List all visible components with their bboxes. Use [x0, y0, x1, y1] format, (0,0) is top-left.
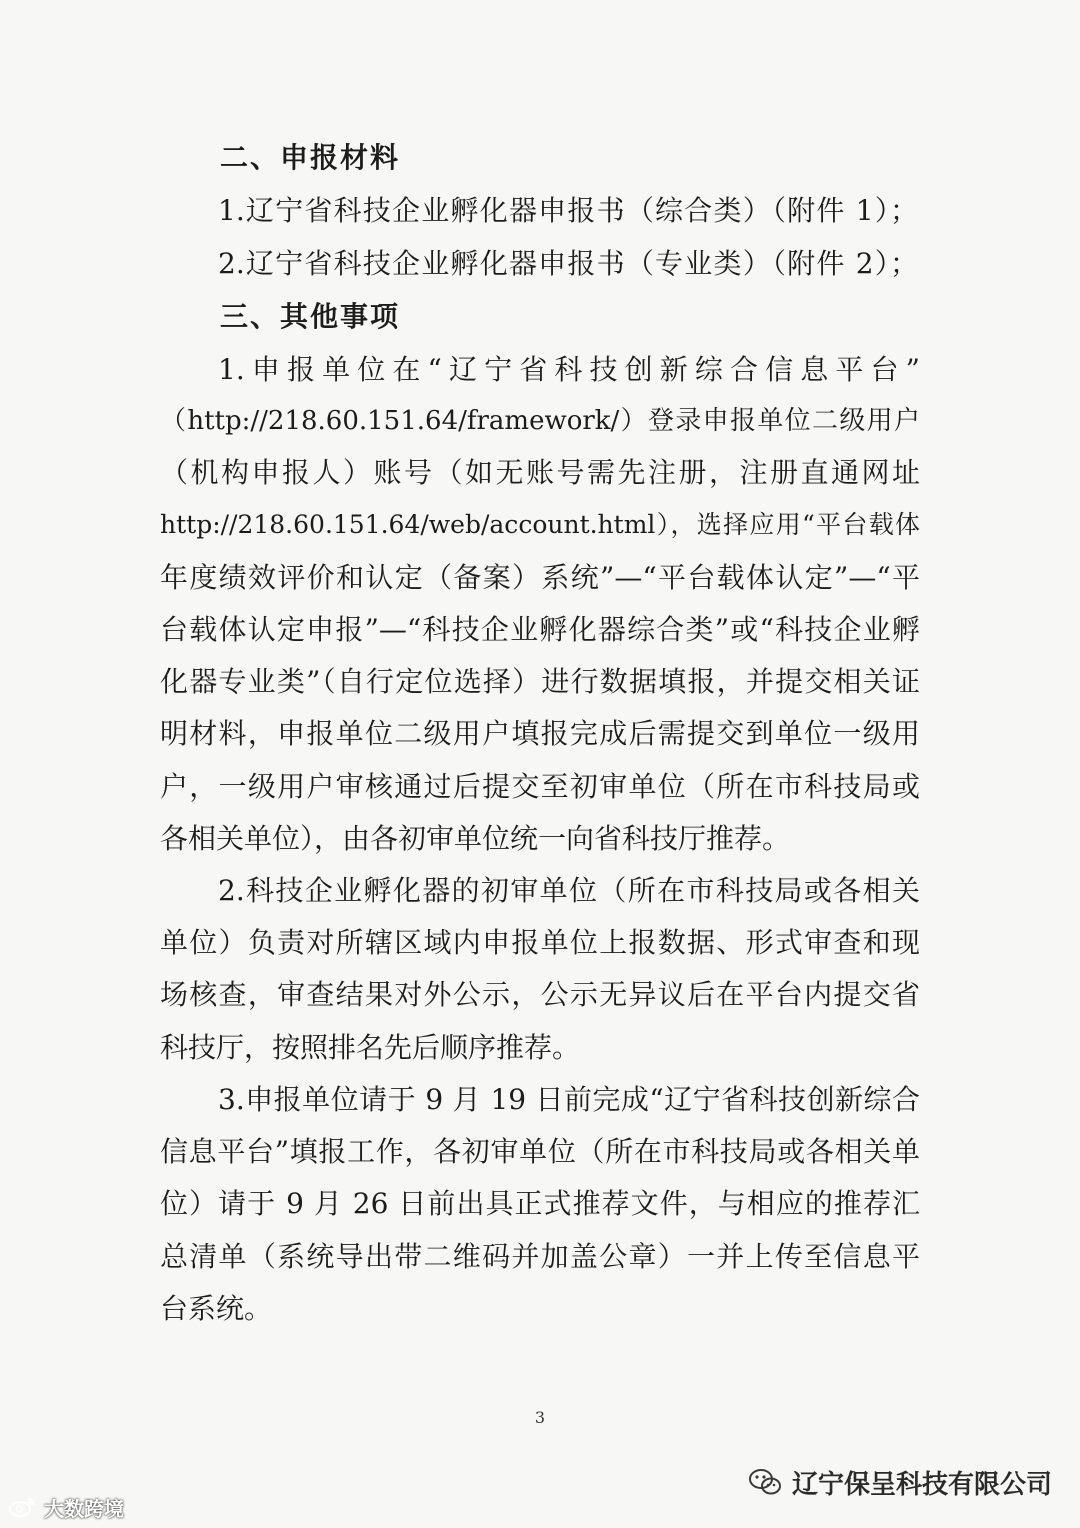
wechat-icon	[748, 1467, 782, 1497]
paragraph-line: 3.申报单位请于 9 月 19 日前完成“辽宁省科技创新综合	[218, 1083, 920, 1116]
section-heading: 二、申报材料	[220, 141, 401, 174]
paragraph-line: http://218.60.151.64/web/account.html），选择应用“平台载体	[160, 510, 920, 539]
paragraph-line: 化器专业类”（自行定位选择）进行数据填报，并提交相关证	[160, 665, 920, 698]
paragraph-line: 明材料，申报单位二级用户填报完成后需提交到单位一级用	[160, 717, 920, 750]
paragraph-line: （http://218.60.151.64/framework/）登录申报单位二级用户	[160, 406, 920, 436]
material-item: 1.辽宁省科技企业孵化器申报书（综合类）（附件 1）；	[218, 194, 918, 227]
paragraph-line: 总清单（系统导出带二维码并加盖公章）一并上传至信息平	[160, 1240, 920, 1273]
paragraph-line: （机构申报人）账号（如无账号需先注册，注册直通网址	[160, 456, 920, 489]
paragraph-line: 户，一级用户审核通过后提交至初审单位（所在市科技局或	[160, 770, 920, 803]
platform-watermark	[8, 1492, 124, 1522]
paragraph-line: 年度绩效评价和认定（备案）系统”—“平台载体认定”—“平	[160, 561, 920, 594]
paragraph-line: 科技厅，按照排名先后顺序推荐。	[160, 1031, 581, 1064]
weibo-icon	[8, 1496, 38, 1518]
paragraph-line: 单位）负责对所辖区域内申报单位上报数据、形式审查和现	[160, 926, 920, 959]
section-heading: 三、其他事项	[220, 300, 401, 333]
paragraph-line: 台系统。	[160, 1292, 273, 1325]
paragraph-line: 各相关单位），由各初审单位统一向省科技厅推荐。	[160, 822, 791, 855]
publisher-watermark	[748, 1462, 1052, 1502]
publisher-name: 辽宁保呈科技有限公司	[791, 1469, 1052, 1500]
paragraph-line: 位）请于 9 月 26 日前出具正式推荐文件，与相应的推荐汇	[160, 1187, 920, 1220]
paragraph-line: 信息平台”填报工作，各初审单位（所在市科技局或各相关单	[160, 1135, 920, 1168]
paragraph-line: 2.科技企业孵化器的初审单位（所在市科技局或各相关	[218, 874, 920, 907]
page-number: 3	[534, 1408, 546, 1427]
paragraph-line: 场核查，审查结果对外公示，公示无异议后在平台内提交省	[160, 978, 920, 1011]
material-item: 2.辽宁省科技企业孵化器申报书（专业类）（附件 2）；	[218, 247, 918, 280]
paragraph-line: 台载体认定申报”—“科技企业孵化器综合类”或“科技企业孵	[160, 613, 920, 646]
platform-name: 大数跨境	[44, 1496, 124, 1521]
paragraph-line: 1.申报单位在“辽宁省科技创新综合信息平台”	[218, 353, 920, 386]
